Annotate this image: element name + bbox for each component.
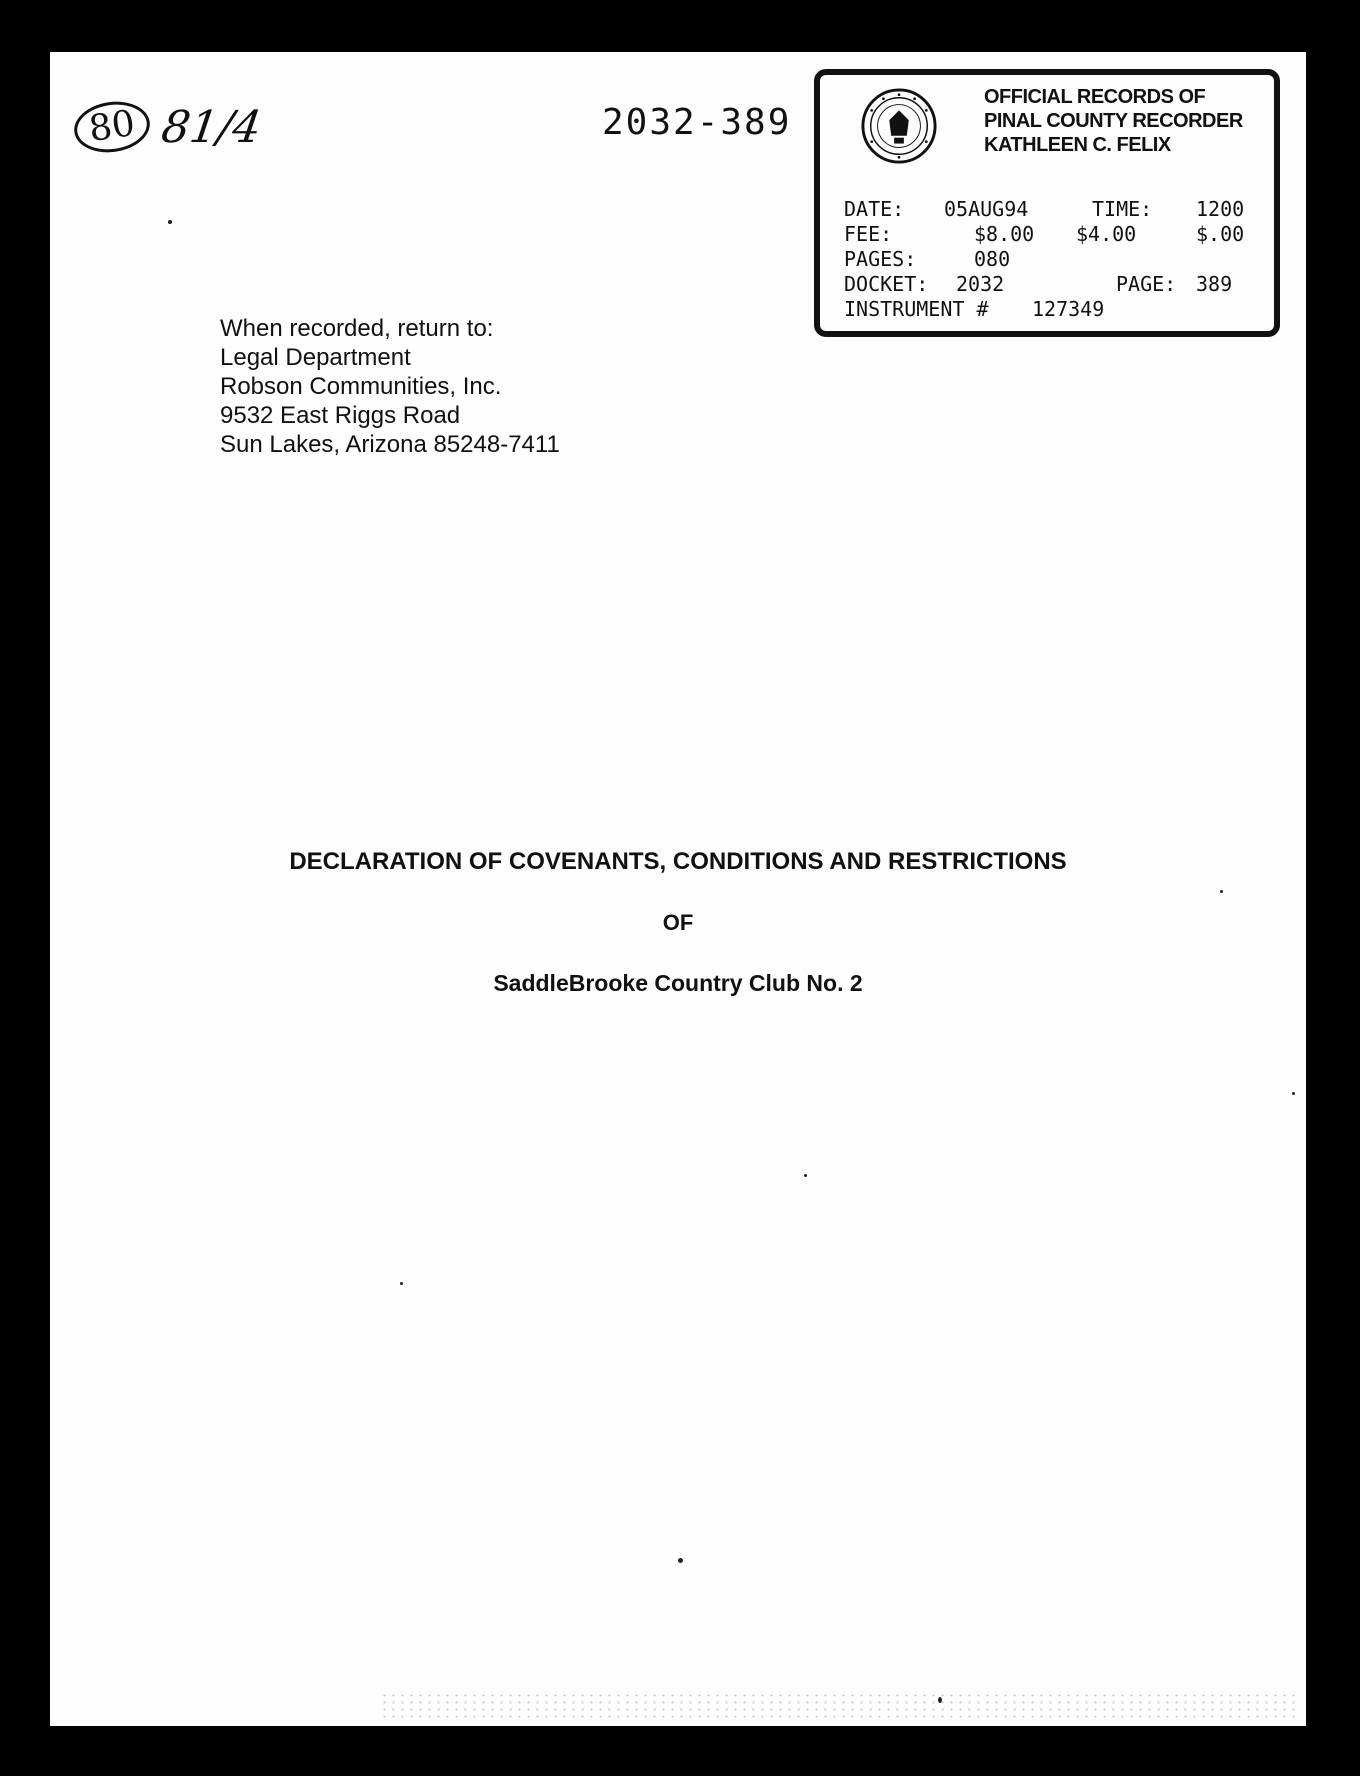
document-page	[50, 52, 1306, 1726]
time-label: TIME:	[1092, 197, 1153, 221]
instrument-label: INSTRUMENT #	[844, 297, 989, 321]
scan-speck	[1292, 1092, 1295, 1095]
page-label: PAGE:	[1116, 272, 1177, 296]
document-title: DECLARATION OF COVENANTS, CONDITIONS AND RESTRICTIONS	[289, 848, 1067, 875]
scan-speck	[804, 1174, 807, 1177]
pages-label: PAGES:	[844, 247, 917, 271]
circled-number: 80	[71, 97, 153, 157]
fee-label: FEE:	[844, 222, 893, 246]
scan-noise	[380, 1692, 1300, 1722]
return-address-line: Legal Department	[220, 344, 411, 371]
docket-value: 2032	[956, 272, 1005, 296]
recorder-heading-line: OFFICIAL RECORDS OF	[984, 86, 1206, 108]
return-address	[220, 314, 560, 459]
recorder-stamp	[814, 69, 1280, 337]
fee-value: $8.00	[974, 222, 1035, 246]
return-address-line: Robson Communities, Inc.	[220, 373, 502, 400]
pages-value: 080	[974, 247, 1011, 271]
fee-value: $4.00	[1076, 222, 1137, 246]
docket-page-reference: 2032-389	[602, 102, 792, 143]
scan-speck	[678, 1558, 683, 1563]
return-address-line: 9532 East Riggs Road	[220, 402, 461, 429]
scan-speck	[400, 1282, 403, 1285]
instrument-value: 127349	[1032, 297, 1105, 321]
document-title-connector: OF	[662, 910, 694, 935]
docket-label: DOCKET:	[844, 272, 929, 296]
fee-value: $.00	[1196, 222, 1245, 246]
recorder-heading	[984, 85, 1243, 157]
county-seal-icon	[860, 87, 938, 165]
recorder-heading-line: PINAL COUNTY RECORDER	[984, 110, 1243, 132]
recorder-heading-line: KATHLEEN C. FELIX	[984, 134, 1171, 156]
time-value: 1200	[1196, 197, 1245, 221]
return-address-line: When recorded, return to:	[220, 315, 494, 342]
date-value: 05AUG94	[944, 197, 1029, 221]
document-subject: SaddleBrooke Country Club No. 2	[493, 970, 863, 996]
page-value: 389	[1196, 272, 1233, 296]
scan-speck	[1220, 890, 1223, 893]
return-address-line: Sun Lakes, Arizona 85248-7411	[220, 431, 560, 458]
handwritten-page-ref: 81/4	[158, 101, 265, 153]
scan-speck	[168, 220, 172, 224]
date-label: DATE:	[844, 197, 905, 221]
handwritten-annotation	[74, 92, 265, 162]
